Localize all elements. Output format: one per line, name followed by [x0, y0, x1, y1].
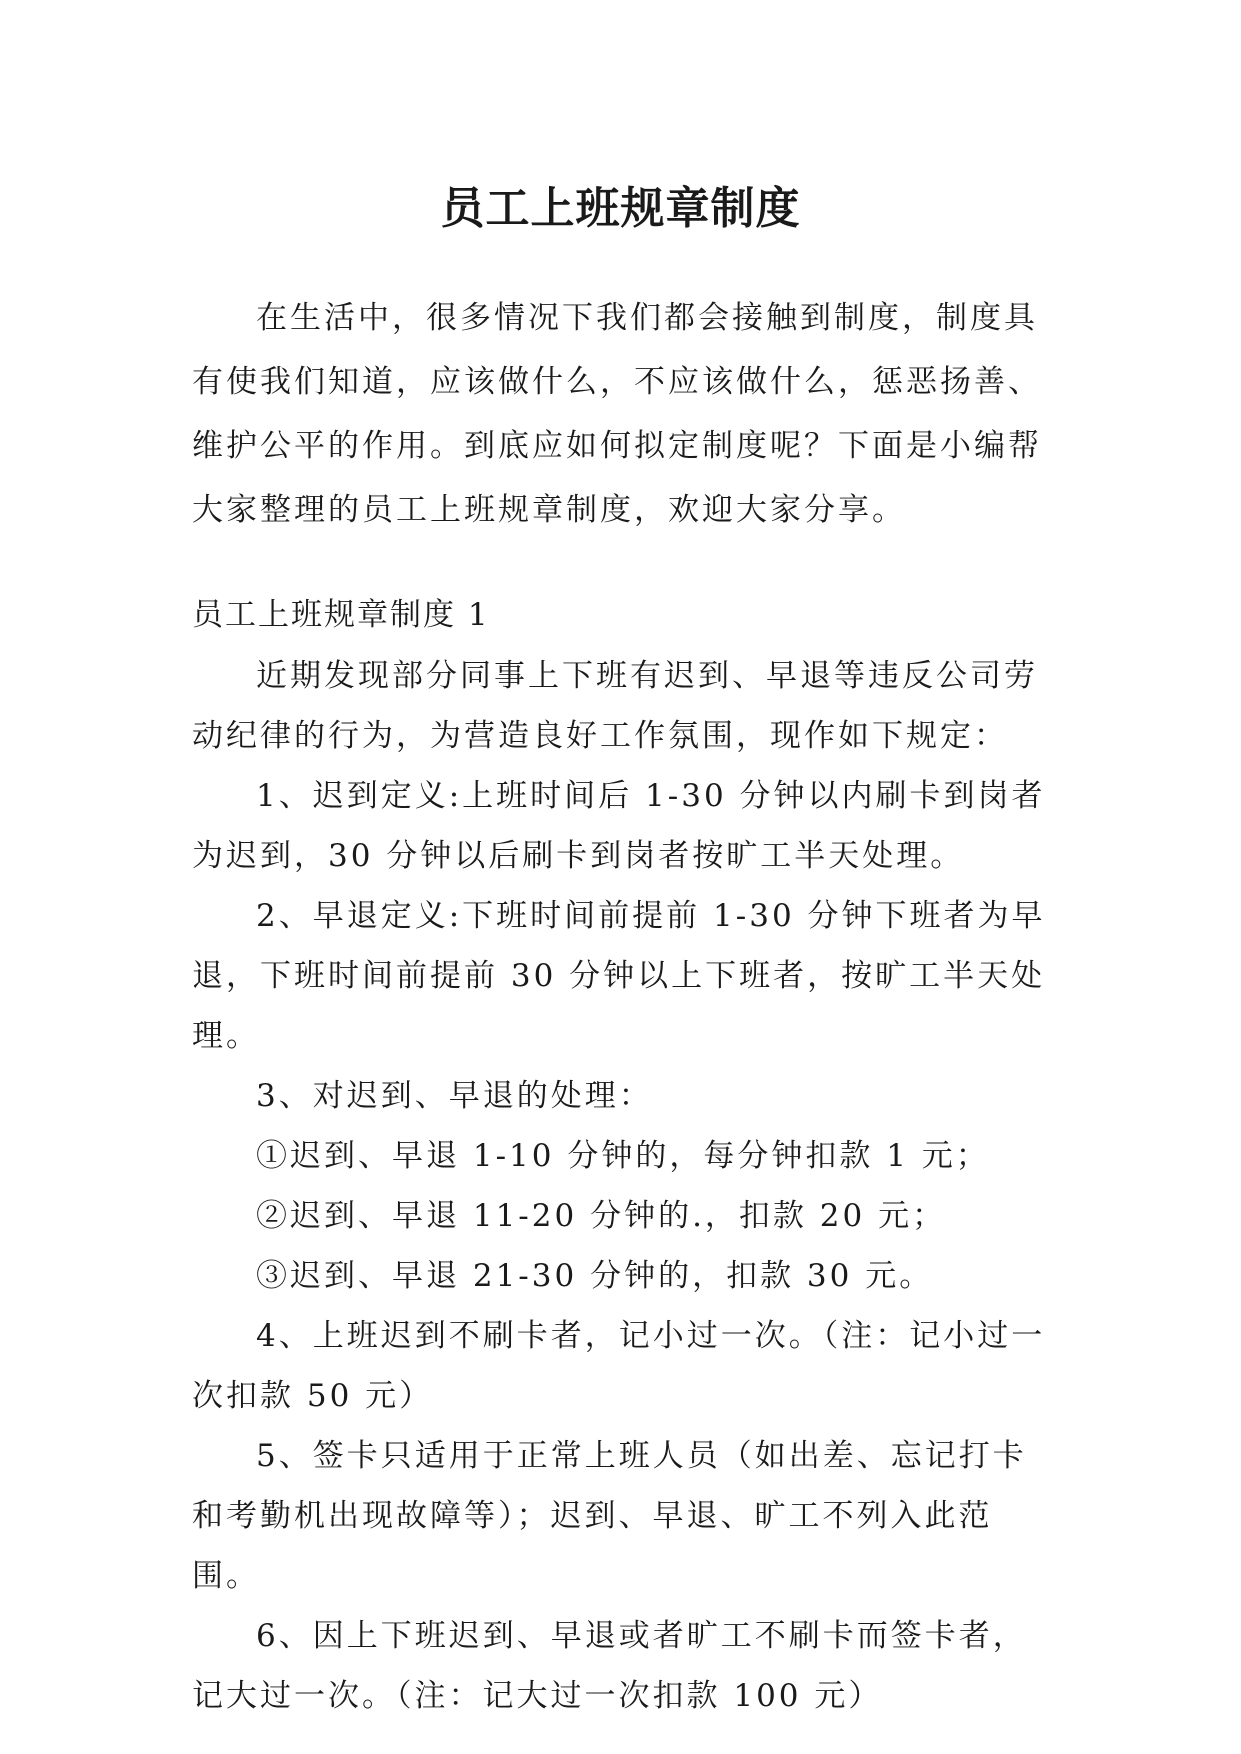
paragraph-intro: 近期发现部分同事上下班有迟到、早退等违反公司劳动纪律的行为，为营造良好工作氛围，现作如下规定： — [192, 658, 1038, 754]
rule-3-item-2: ②迟到、早退 11-20 分钟的.，扣款 20 元； — [256, 1198, 947, 1234]
rule-3-item-1: ①迟到、早退 1-10 分钟的，每分钟扣款 1 元； — [256, 1138, 990, 1174]
rule-4-no-swipe: 4、上班迟到不刷卡者，记小过一次。（注：记小过一次扣款 50 元） — [192, 1318, 1046, 1414]
rule-6-major-demerit: 6、因上下班迟到、早退或者旷工不刷卡而签卡者，记大过一次。（注：记大过一次扣款 100 元） — [192, 1618, 1027, 1714]
document-title: 员工上班规章制度 — [440, 183, 801, 235]
section-1 — [192, 584, 1052, 1726]
rule-3-item-3: ③迟到、早退 21-30 分钟的，扣款 30 元。 — [256, 1258, 934, 1294]
rule-1-late-definition: 1、迟到定义:上班时间后 1-30 分钟以内刷卡到岗者为迟到，30 分钟以后刷卡到岗者按旷工半天处理。 — [192, 778, 1046, 874]
intro-paragraph: 在生活中，很多情况下我们都会接触到制度，制度具有使我们知道，应该做什么，不应该做什么，惩恶扬善、维护公平的作用。到底应如何拟定制度呢？下面是小编帮大家整理的员工上班规章制度，欢迎大家分享。 — [192, 300, 1042, 528]
rule-2-early-leave-definition: 2、早退定义:下班时间前提前 1-30 分钟下班者为早退，下班时间前提前 30 分钟以上下班者，按旷工半天处理。 — [192, 898, 1046, 1054]
rule-3-handling: 3、对迟到、早退的处理： — [256, 1078, 653, 1114]
section-heading: 员工上班规章制度 1 — [192, 597, 490, 633]
rule-5-sign-card: 5、签卡只适用于正常上班人员（如出差、忘记打卡和考勤机出现故障等）；迟到、早退、旷工不列入此范围。 — [192, 1438, 1027, 1594]
